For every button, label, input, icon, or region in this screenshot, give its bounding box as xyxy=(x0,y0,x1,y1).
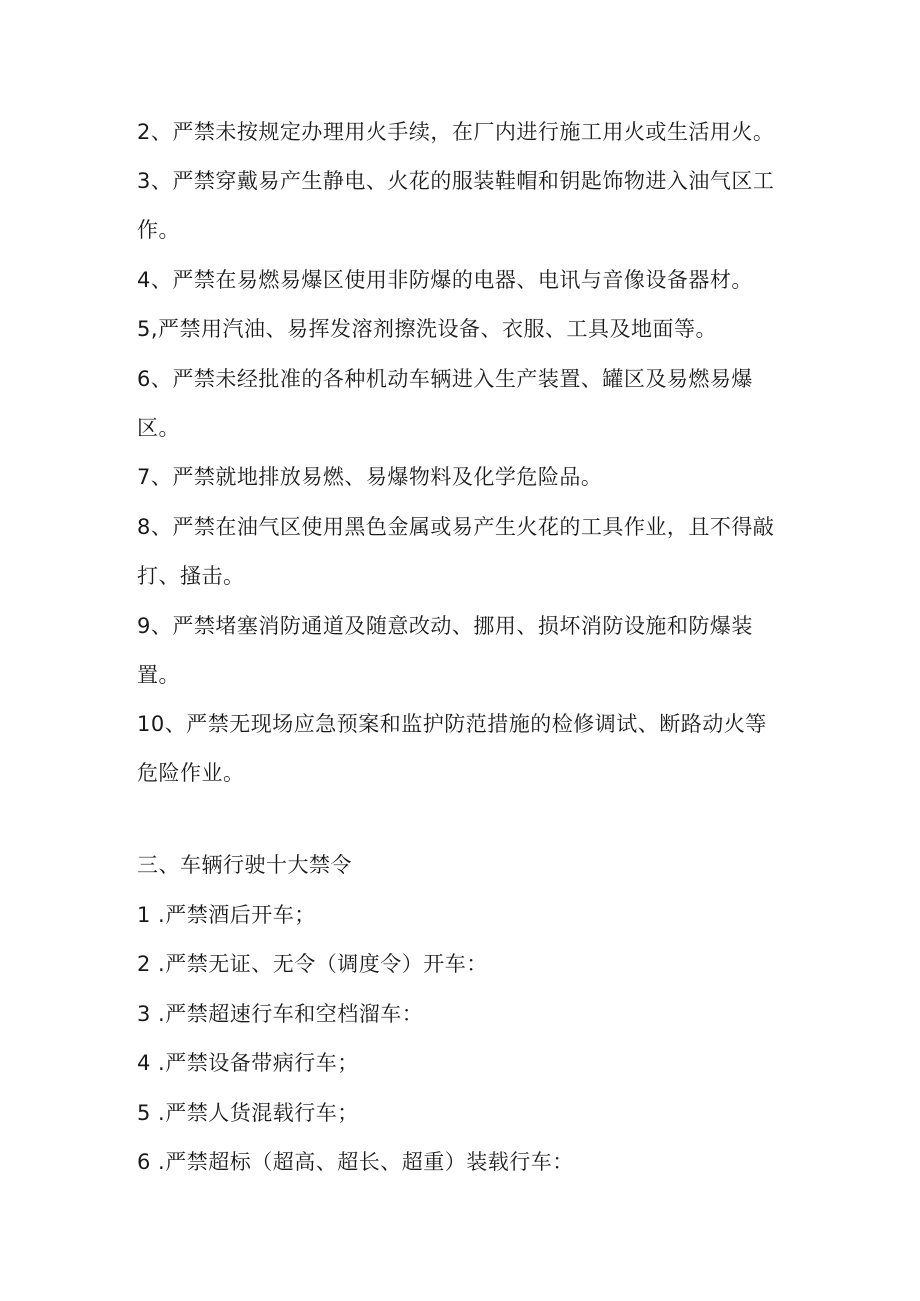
rule-item-6-cont: 区。 xyxy=(137,416,180,440)
rule-item-9-cont: 置。 xyxy=(137,663,180,687)
rule-item-3-cont: 作。 xyxy=(137,218,180,242)
rule-item-10-cont: 危险作业。 xyxy=(137,761,245,785)
rule-item-10: 10、严禁无现场应急预案和监护防范措施的检修调试、断路动火等 xyxy=(137,712,767,736)
vehicle-rule-3: 3 .严禁超速行车和空档溜车： xyxy=(137,1002,424,1026)
vehicle-rule-2: 2 .严禁无证、无令（调度令）开车： xyxy=(137,952,488,976)
rule-item-6: 6、严禁未经批准的各种机动车辆进入生产装置、罐区及易燃易爆 xyxy=(137,367,753,391)
rule-item-8: 8、严禁在油气区使用黑色金属或易产生火花的工具作业，且不得敲 xyxy=(137,515,775,539)
rule-item-4: 4、严禁在易燃易爆区使用非防爆的电器、电讯与音像设备器材。 xyxy=(137,268,753,292)
vehicle-rule-1: 1 .严禁酒后开车； xyxy=(137,903,316,927)
rule-item-2: 2、严禁未按规定办理用火手续，在厂内进行施工用火或生活用火。 xyxy=(137,120,775,144)
rule-item-7: 7、严禁就地排放易燃、易爆物料及化学危险品。 xyxy=(137,465,603,489)
rule-item-9: 9、严禁堵塞消防通道及随意改动、挪用、损坏消防设施和防爆装 xyxy=(137,614,753,638)
vehicle-rule-5: 5 .严禁人货混载行车； xyxy=(137,1101,359,1125)
section-heading: 三、车辆行驶十大禁令 xyxy=(137,853,352,877)
vehicle-rule-6: 6 .严禁超标（超高、超长、超重）装载行车： xyxy=(137,1150,574,1174)
vehicle-rule-4: 4 .严禁设备带病行车； xyxy=(137,1051,359,1075)
rule-item-5: 5,严禁用汽油、易挥发溶剂擦洗设备、衣服、工具及地面等。 xyxy=(137,317,718,341)
rule-item-3: 3、严禁穿戴易产生静电、火花的服装鞋帽和钥匙饰物进入油气区工 xyxy=(137,169,775,193)
rule-item-8-cont: 打、搔击。 xyxy=(137,564,245,588)
